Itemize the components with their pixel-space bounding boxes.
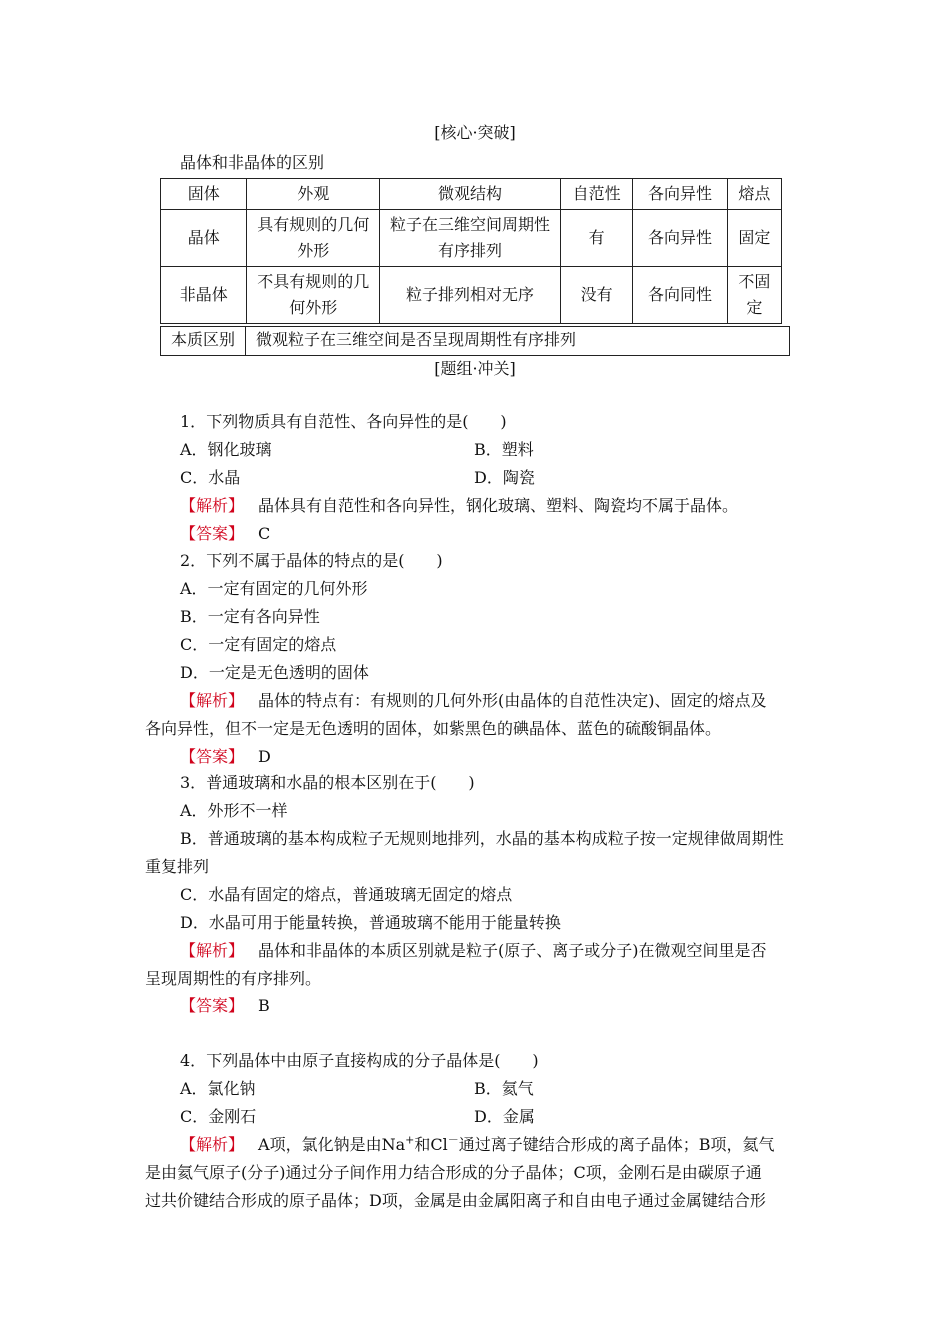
option: C．水晶 bbox=[180, 468, 241, 487]
table-header-cell: 熔点 bbox=[727, 179, 781, 210]
question-number: 3． bbox=[180, 773, 207, 792]
answer-line bbox=[180, 992, 270, 1020]
answer-value: C bbox=[258, 524, 271, 543]
analysis-line: 【解析】 晶体和非晶体的本质区别就是粒子(原子、离子或分子)在微观空间里是否 bbox=[180, 941, 767, 960]
table-row bbox=[161, 210, 782, 267]
option: A．钢化玻璃 bbox=[180, 440, 272, 459]
table-header-cell: 固体 bbox=[161, 179, 247, 210]
question-number: 4． bbox=[180, 1051, 207, 1070]
option: B．塑料 bbox=[474, 440, 534, 459]
question-number: 2． bbox=[180, 551, 207, 570]
table-cell: 没有 bbox=[560, 267, 632, 324]
analysis-line: 【解析】 A项，氯化钠是由Na+和Cl－通过离子键结合形成的离子晶体；B项，氦气 bbox=[180, 1133, 775, 1154]
table-cell: 不固定 bbox=[727, 267, 781, 324]
summary-label: 本质区别 bbox=[161, 327, 246, 355]
analysis-line: 是由氦气原子(分子)通过分子间作用力结合形成的分子晶体；C项，金刚石是由碳原子通 bbox=[145, 1163, 762, 1182]
analysis-tag: 【解析】 bbox=[180, 1135, 245, 1154]
core-breakthrough-heading: [核心·突破] bbox=[434, 123, 516, 142]
answer-tag: 【答案】 bbox=[180, 996, 245, 1015]
answer-line bbox=[180, 743, 271, 771]
option: D．金属 bbox=[474, 1107, 535, 1126]
answer-tag: 【答案】 bbox=[180, 524, 245, 543]
option: D．一定是无色透明的固体 bbox=[180, 663, 369, 682]
table-cell: 固定 bbox=[727, 210, 781, 267]
table-header-cell: 自范性 bbox=[560, 179, 632, 210]
comparison-table bbox=[160, 178, 790, 324]
option: C．水晶有固定的熔点，普通玻璃无固定的熔点 bbox=[180, 885, 513, 904]
table-cell: 非晶体 bbox=[161, 267, 247, 324]
answer-line bbox=[180, 520, 270, 548]
analysis-line: 过共价键结合形成的原子晶体；D项，金属是由金属阳离子和自由电子通过金属键结合形 bbox=[145, 1191, 766, 1210]
table-header-row bbox=[161, 179, 782, 210]
option: B．氦气 bbox=[474, 1079, 534, 1098]
option: C．金刚石 bbox=[180, 1107, 257, 1126]
table-cell: 有 bbox=[560, 210, 632, 267]
option: B．普通玻璃的基本构成粒子无规则地排列，水晶的基本构成粒子按一定规律做周期性 bbox=[180, 829, 784, 848]
table-cell: 具有规则的几何外形 bbox=[247, 210, 380, 267]
option: A．氯化钠 bbox=[180, 1079, 256, 1098]
option: B．一定有各向异性 bbox=[180, 607, 320, 626]
group-practice-heading: [题组·冲关] bbox=[434, 359, 516, 378]
table-cell: 不具有规则的几何外形 bbox=[247, 267, 380, 324]
analysis-line: 各向异性，但不一定是无色透明的固体，如紫黑色的碘晶体、蓝色的硫酸铜晶体。 bbox=[145, 719, 722, 738]
analysis-line: 【解析】 晶体的特点有：有规则的几何外形(由晶体的自范性决定)、固定的熔点及 bbox=[180, 691, 767, 710]
table-cell: 各向异性 bbox=[633, 210, 727, 267]
analysis-tag: 【解析】 bbox=[180, 941, 245, 960]
answer-value: D bbox=[258, 747, 271, 766]
answer-tag: 【答案】 bbox=[180, 747, 245, 766]
table-header-cell: 各向异性 bbox=[633, 179, 727, 210]
table-cell: 晶体 bbox=[161, 210, 247, 267]
table-row bbox=[161, 267, 782, 324]
question-number: 1． bbox=[180, 412, 207, 431]
option: C．一定有固定的熔点 bbox=[180, 635, 337, 654]
table-header-cell: 外观 bbox=[247, 179, 380, 210]
analysis-line: 呈现周期性的有序排列。 bbox=[145, 969, 322, 988]
analysis-line: 【解析】 晶体具有自范性和各向异性，钢化玻璃、塑料、陶瓷均不属于晶体。 bbox=[180, 496, 739, 515]
table-summary-row bbox=[160, 326, 790, 356]
analysis-tag: 【解析】 bbox=[180, 691, 245, 710]
summary-value: 微观粒子在三维空间是否呈现周期性有序排列 bbox=[256, 330, 577, 349]
table-cell: 各向同性 bbox=[633, 267, 727, 324]
option: 重复排列 bbox=[145, 857, 210, 876]
question-stem: 4．下列晶体中由原子直接构成的分子晶体是( ) bbox=[180, 1051, 539, 1070]
question-stem: 2．下列不属于晶体的特点的是( ) bbox=[180, 551, 443, 570]
question-stem: 1．下列物质具有自范性、各向异性的是( ) bbox=[180, 412, 507, 431]
option: D．水晶可用于能量转换，普通玻璃不能用于能量转换 bbox=[180, 913, 561, 932]
question-stem: 3．普通玻璃和水晶的根本区别在于( ) bbox=[180, 773, 475, 792]
option: A．外形不一样 bbox=[180, 801, 288, 820]
analysis-tag: 【解析】 bbox=[180, 496, 245, 515]
table-cell: 粒子排列相对无序 bbox=[380, 267, 561, 324]
table-cell: 粒子在三维空间周期性有序排列 bbox=[380, 210, 561, 267]
option: A．一定有固定的几何外形 bbox=[180, 579, 368, 598]
option: D．陶瓷 bbox=[474, 468, 535, 487]
table-header-cell: 微观结构 bbox=[380, 179, 561, 210]
answer-value: B bbox=[258, 996, 270, 1015]
section-title: 晶体和非晶体的区别 bbox=[180, 153, 325, 172]
